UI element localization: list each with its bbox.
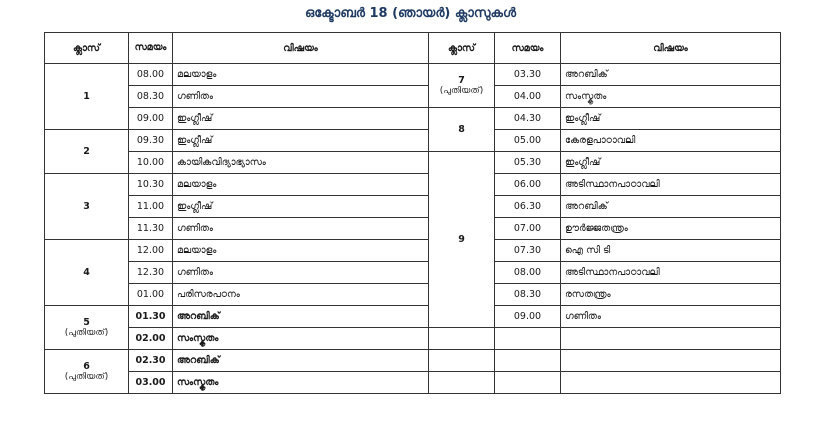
left-subject-cell: സംസ്കൃതം xyxy=(173,328,429,350)
right-time-cell: 04.30 xyxy=(495,108,561,130)
class-number: 3 xyxy=(83,201,90,212)
right-subject-cell: ഗണിതം xyxy=(561,306,781,328)
right-time-cell: 07.00 xyxy=(495,218,561,240)
right-time-cell: 06.00 xyxy=(495,174,561,196)
left-subject-cell: ഇംഗ്ലീഷ് xyxy=(173,108,429,130)
left-subject-cell: അറബിക് xyxy=(173,350,429,372)
right-empty-cell xyxy=(561,372,781,394)
class-number: 7 xyxy=(458,75,465,86)
table-row xyxy=(45,284,781,306)
left-subject-cell: ഗണിതം xyxy=(173,218,429,240)
left-time-cell: 03.00 xyxy=(129,372,173,394)
right-empty-cell xyxy=(429,328,495,350)
right-empty-cell xyxy=(561,350,781,372)
right-subject-cell: അടിസ്ഥാനപാഠാവലി xyxy=(561,174,781,196)
left-class-cell xyxy=(45,240,129,306)
right-time-cell: 09.00 xyxy=(495,306,561,328)
table-row xyxy=(45,240,781,262)
page-title: ഒക്ടോബർ 18 (ഞായർ) ക്ലാസുകൾ xyxy=(304,6,517,21)
class-number: 8 xyxy=(458,124,465,135)
left-subject-cell: മലയാളം xyxy=(173,240,429,262)
left-subject-cell: ഇംഗ്ലീഷ് xyxy=(173,196,429,218)
right-empty-cell xyxy=(495,372,561,394)
header-row xyxy=(45,33,781,64)
left-time-cell: 09.30 xyxy=(129,130,173,152)
right-class-cell xyxy=(429,108,495,152)
table-row xyxy=(45,152,781,174)
header-class-right: ക്ലാസ് xyxy=(429,33,495,64)
table-row xyxy=(45,372,781,394)
right-class-cell xyxy=(429,64,495,108)
table-row xyxy=(45,130,781,152)
right-subject-cell: ഇംഗ്ലീഷ് xyxy=(561,152,781,174)
table-row xyxy=(45,262,781,284)
right-empty-cell xyxy=(429,350,495,372)
left-time-cell: 11.30 xyxy=(129,218,173,240)
left-time-cell: 09.00 xyxy=(129,108,173,130)
right-time-cell: 06.30 xyxy=(495,196,561,218)
new-class-tag: (പുതിയത്) xyxy=(439,86,484,96)
right-subject-cell: ഇംഗ്ലീഷ് xyxy=(561,108,781,130)
left-class-cell xyxy=(45,64,129,130)
left-time-cell: 02.00 xyxy=(129,328,173,350)
left-subject-cell: മലയാളം xyxy=(173,64,429,86)
left-time-cell: 02.30 xyxy=(129,350,173,372)
right-subject-cell: അറബിക് xyxy=(561,196,781,218)
left-time-cell: 08.00 xyxy=(129,64,173,86)
class-number: 4 xyxy=(83,267,90,278)
left-subject-cell: അറബിക് xyxy=(173,306,429,328)
class-number: 6 xyxy=(83,361,90,372)
table-row xyxy=(45,306,781,328)
left-time-cell: 10.30 xyxy=(129,174,173,196)
right-time-cell: 08.00 xyxy=(495,262,561,284)
left-time-cell: 12.00 xyxy=(129,240,173,262)
right-time-cell: 05.00 xyxy=(495,130,561,152)
left-class-cell xyxy=(45,130,129,174)
header-subject-right: വിഷയം xyxy=(561,33,781,64)
header-time-left: സമയം xyxy=(129,33,173,64)
class-number: 5 xyxy=(83,317,90,328)
right-subject-cell: അടിസ്ഥാനപാഠാവലി xyxy=(561,262,781,284)
class-number: 9 xyxy=(458,234,465,245)
left-time-cell: 12.30 xyxy=(129,262,173,284)
left-time-cell: 01.00 xyxy=(129,284,173,306)
right-empty-cell xyxy=(495,350,561,372)
right-subject-cell: അറബിക് xyxy=(561,64,781,86)
left-subject-cell: മലയാളം xyxy=(173,174,429,196)
right-subject-cell: രസതന്ത്രം xyxy=(561,284,781,306)
new-class-tag: (പുതിയത്) xyxy=(64,328,109,338)
left-time-cell: 10.00 xyxy=(129,152,173,174)
left-subject-cell: ഗണിതം xyxy=(173,86,429,108)
right-class-cell xyxy=(429,152,495,328)
header-class-left: ക്ലാസ് xyxy=(45,33,129,64)
table-row xyxy=(45,350,781,372)
table-row xyxy=(45,196,781,218)
right-empty-cell xyxy=(429,372,495,394)
right-time-cell: 05.30 xyxy=(495,152,561,174)
left-class-cell xyxy=(45,174,129,240)
class-number: 1 xyxy=(83,91,90,102)
left-subject-cell: ഗണിതം xyxy=(173,262,429,284)
left-subject-cell: കായികവിദ്യാഭ്യാസം xyxy=(173,152,429,174)
right-time-cell: 03.30 xyxy=(495,64,561,86)
header-subject-left: വിഷയം xyxy=(173,33,429,64)
right-empty-cell xyxy=(561,328,781,350)
left-time-cell: 11.00 xyxy=(129,196,173,218)
right-time-cell: 08.30 xyxy=(495,284,561,306)
table-row xyxy=(45,328,781,350)
schedule-table xyxy=(44,32,781,394)
new-class-tag: (പുതിയത്) xyxy=(64,372,109,382)
table-row xyxy=(45,218,781,240)
table-row xyxy=(45,108,781,130)
right-time-cell: 04.00 xyxy=(495,86,561,108)
right-subject-cell: ഐ സി ടി xyxy=(561,240,781,262)
right-subject-cell: സംസ്കൃതം xyxy=(561,86,781,108)
left-class-cell xyxy=(45,350,129,394)
left-class-cell xyxy=(45,306,129,350)
left-time-cell: 01.30 xyxy=(129,306,173,328)
header-time-right: സമയം xyxy=(495,33,561,64)
left-subject-cell: ഇംഗ്ലീഷ് xyxy=(173,130,429,152)
left-subject-cell: പരിസരപഠനം xyxy=(173,284,429,306)
right-time-cell: 07.30 xyxy=(495,240,561,262)
left-subject-cell: സംസ്കൃതം xyxy=(173,372,429,394)
class-number: 2 xyxy=(83,146,90,157)
table-row xyxy=(45,174,781,196)
right-subject-cell: കേരളപാഠാവലി xyxy=(561,130,781,152)
table-row xyxy=(45,86,781,108)
left-time-cell: 08.30 xyxy=(129,86,173,108)
right-subject-cell: ഊർജ്ജതന്ത്രം xyxy=(561,218,781,240)
right-empty-cell xyxy=(495,328,561,350)
table-row xyxy=(45,64,781,86)
